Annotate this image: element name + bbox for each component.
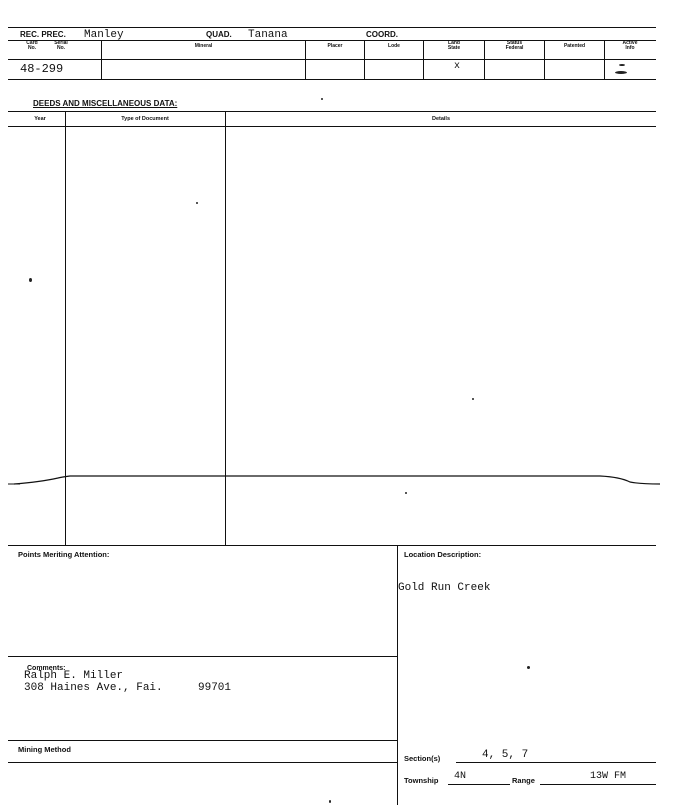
deeds-top-rule [8,111,656,112]
range-label: Range [512,776,535,785]
card-number: 48-299 [20,62,64,76]
col-details: Details [431,116,451,122]
col-divider [423,40,424,79]
col-divider [364,40,365,79]
land-state-mark: x [454,61,461,72]
quad-value: Tanana [248,29,288,41]
location-description-label: Location Description: [404,550,482,559]
range-value: 13W FM [590,771,627,782]
comments-line-2-address: 308 Haines Ave., Fai. [24,682,163,694]
header-top-rule [8,27,656,28]
col-lode: Lode [388,43,400,49]
points-meriting-attention-label: Points Meriting Attention: [18,550,110,559]
col-serial-no: Serial No. [54,40,68,51]
coord-label: COORD. [366,30,398,39]
col-divider [101,40,102,79]
comments-line-1: Ralph E. Miller [24,670,124,682]
col-mineral: Mineral [194,43,213,49]
col-year: Year [34,116,46,122]
col-patented: Patented [563,43,586,49]
township-value: 4N [454,771,467,782]
scan-speck [329,800,331,803]
comments-top-rule [8,656,397,657]
rec-prec-label: REC. PREC. [20,30,66,39]
header-column-rule [8,59,656,60]
col-divider [484,40,485,79]
col-card-no: Card No. [26,40,38,51]
mining-top-rule [8,740,397,741]
scan-speck [29,278,32,282]
sections-value: 4, 5, 7 [482,749,529,761]
page-fold-crease [0,468,678,498]
deeds-header-rule [8,126,656,127]
comments-line-2-zip: 99701 [198,682,232,694]
township-underline [448,784,510,785]
scan-speck [405,492,407,494]
scan-speck [472,398,474,400]
scan-speck [527,666,530,669]
deeds-bottom-rule [8,545,656,546]
scan-speck [615,71,627,74]
mining-method-label: Mining Method [18,745,71,754]
sections-underline [456,762,656,763]
col-type-of-document: Type of Document [121,116,169,122]
comments-label: Comments: [27,665,66,672]
col-divider [604,40,605,79]
sections-label: Section(s) [404,754,441,763]
location-description-value: Gold Run Creek [398,582,491,594]
col-divider [305,40,306,79]
range-underline [540,784,656,785]
rec-prec-value: Manley [84,29,124,41]
scan-speck [321,98,323,100]
deeds-title: DEEDS AND MISCELLANEOUS DATA: [33,99,178,108]
col-divider [544,40,545,79]
col-land-state: Land State [447,40,461,51]
scan-speck [619,64,625,66]
mining-bottom-rule [8,762,397,763]
col-active-info: Active Info [622,40,638,51]
header-row-rule [8,40,656,41]
col-placer: Placer [327,43,343,49]
scan-speck [196,202,198,204]
col-status-federal: Status Federal [505,40,524,51]
header-bottom-rule [8,79,656,80]
quad-label: QUAD. [206,30,232,39]
township-label: Township [404,776,439,785]
